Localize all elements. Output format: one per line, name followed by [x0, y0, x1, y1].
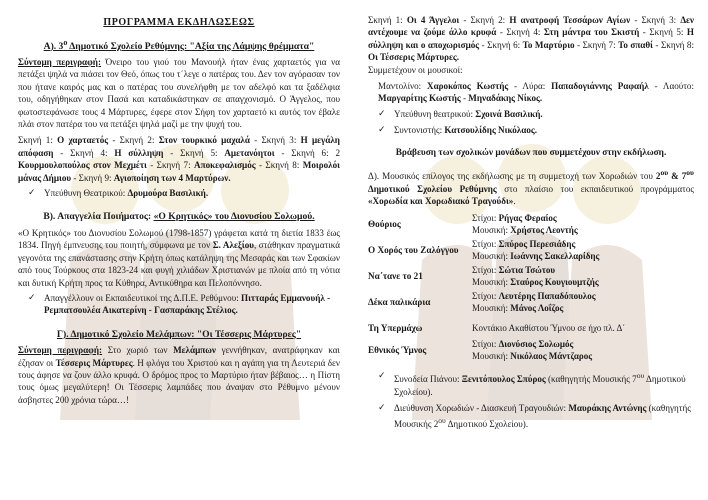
- section-a-summary: Σύντομη περιγραφή: Όνειρο του γιού του Μανουήλ ήταν ένας χαρταετός για να πετάξει ψηλά να πιάσει τον Θεό, όπως του τ΄λεγε ο πατέρας του. Δεν τον αγόρασαν τον που ήτανε καιρός μας και ο πατέρας του συνελήφθη με τον αδελφό και τα ξαδέλφια του, οδηγήθηκαν στον Πασά και καταδικάστηκαν σε απαγχονισμό. Ο Άγγελος, που φωτοστεφάνωσε τους 4 Μάρτυρες, έφερε στον Σήφη τον χαρταετό κι αυτός τον έβαλε πλάι στον πατέρα του να πετάξει ψηλά μαζί με την ψυχή του.: [18, 57, 340, 130]
- section-b-reciters: ✓ Απαγγέλλουν οι Εκπαιδευτικοί της Δ.Π.Ε. Ρεθύμνου: Πιτταράς Εμμανουήλ - Ρεμπατσουλέα Αικατερίνη - Γασπαράκης Στέλιος.: [28, 292, 331, 316]
- musicians-list: Μαντολίνο: Χαροκόπος Κωστής - Λύρα: Παπαδογιάννης Ραφαήλ - Λαούτο: Μαργαρίτης Κωστής - Μηναδάκης Νίκος.: [378, 81, 694, 104]
- checkmark-icon: ✓: [378, 125, 386, 136]
- section-a-heading: Α). $3^o$ Δημοτικό Σχολείο Ρεθύμνης: "Αξία της Λάμψης θρέμματα": [43, 37, 315, 52]
- song-row: Τη Υπερμάχω Κοντάκιο Ακαθίστου Ύμνου σε ήχο πλ. Δ΄: [368, 322, 626, 333]
- piano-accompaniment: ✓ Συνοδεία Πιάνου: Ξενιτόπουλος Σπύρος (καθηγητής Μουσικής $7^{o\upsilon}$ Δημοτικού Σχολείου).: [378, 371, 686, 397]
- checkmark-icon: ✓: [28, 292, 36, 303]
- section-c-summary: Σύντομη περιγραφή: Στο χωριό των Μελάμπων γεννήθηκαν, ανατράφηκαν και έζησαν οι Τέσσερις Μάρτυρες. Η φλόγα του Χριστού και η αγάπη για τη Λευτεριά δεν τους άφησε να ζουν άλλο κρυφά. Ο δρόμος προς το Μαρτύριο ήταν βέβαιος… η Πίστη τους όμως μεγαλύτερη! Οι Τέσσερις λαμπάδες που άναψαν στο Ρέθυμνο μένουν άσβηστες 200 χρόνια τώρα…!: [18, 345, 340, 405]
- checkmark-icon: ✓: [28, 188, 36, 199]
- song-row: Να΄τανε το 21 Στίχοι: Σώτια Τσώτου Μουσική: Σταύρος Κουγιουμτζής: [368, 265, 599, 288]
- coordinator: ✓ Συντονιστής: Κατσουλίδης Νικόλαος.: [378, 125, 537, 136]
- musicians-intro: Συμμετέχουν οι μουσικοί:: [368, 64, 463, 75]
- program-title: ΠΡΟΓΡΑΜΜΑ ΕΚΔΗΛΩΣΕΩΣ: [103, 17, 255, 28]
- checkmark-icon: ✓: [378, 371, 386, 382]
- section-b-text: «Ο Κρητικός» του Διονυσίου Σολωμού (1798-1857) γράφεται κατά τη διετία 1833 έως 1834. Πηγή έμπνευσης του ποιητή, σύμφωνα με τον Σ. Αλεξίου, στάθηκαν πραγματικά γεγονότα της επανάστασης στην Κρήτη όπως κατάληψη της Μεσαράς και των Σφακίων από τους Τούρκους στα 1823-24 και φυγή χιλιάδων Χριστιανών με πλοία από τη νότια και δυτική Κρήτη προς τα Κύθηρα, Αντικύθηρα και Πελοπόννησο.: [18, 227, 340, 288]
- awards-note: Βράβευση των σχολικών μονάδων που συμμετέχουν στην εκδήλωση.: [395, 147, 667, 158]
- section-c-heading: Γ). Δημοτικό Σχολείο Μελάμπων: "Οι Τέσσερις Μάρτυρες": [56, 328, 302, 340]
- song-row: Θούριος Στίχοι: Ρήγας Φεραίος Μουσική: Χρήστος Λεοντής: [368, 213, 578, 236]
- checkmark-icon: ✓: [378, 108, 386, 119]
- left-column: [18, 14, 340, 406]
- song-row: Εθνικός Ύμνος Στίχοι: Διονύσιος Σολωμός Μουσική: Νικόλαος Μάντζαρος: [368, 339, 592, 362]
- song-row: Δέκα παλικάρια Στίχοι: Λευτέρης Παπαδόπουλος Μουσική: Μάνος Λοΐζος: [368, 291, 596, 314]
- song-row: Ο Χορός του Ζαλόγγου Στίχοι: Σπύρος Περεσιάδης Μουσική: Ιωάννης Σακελλαρίδης: [368, 239, 600, 262]
- songs-list: [368, 211, 694, 363]
- scene: Σκηνή 1:: [18, 135, 58, 146]
- section-b-heading: Β). Απαγγελία Ποιήματος: «Ο Κρητικός» του Διονυσίου Σολωμού.: [43, 211, 315, 223]
- right-column: [368, 14, 694, 434]
- section-c-scenes: Σκηνή 1: Οι 4 Άγγελοι - Σκηνή 2: Η ανατροφή Τεσσάρων Αγίων - Σκηνή 3: Δεν αντέχουμε να ζούμε άλλο κρυφά - Σκηνή 4: Στη μάντρα του Σκιστή - Σκηνή 5: Η σύλληψη και ο αποχωρισμός - Σκηνή 6: Το Μαρτύριο - Σκηνή 7: Το σπαθί - Σκηνή 8: Οι Τέσσερις Μάρτυρες.: [368, 15, 694, 63]
- section-a-director: ✓ Υπεύθυνη Θεατρικού: Δρυμούρα Βασιλική.: [28, 188, 209, 199]
- section-a-scenes: Σκηνή 1: Ο χαρταετός - Σκηνή 2: Στον τουρκικό μαχαλά - Σκηνή 3: Η μεγάλη απόφαση - Σκηνή 4: Η σύλληψη - Σκηνή 5: Αμετανόητοι - Σκηνή 6: 2 Κουρμουλοπούλος στον Μεχμέτι - Σκηνή 7: Αποκεφαλισμός - Σκηνή 8: Μοιρολόι μάνας Δήμιου - Σκηνή 9: Αγιοποίηση των 4 Μαρτύρων.: [18, 135, 340, 183]
- choir-direction: ✓ Διεύθυνση Χορωδιών - Διασκευή Τραγουδιών: Μαυράκης Αντώνης (καθηγητής Μουσικής $2^{o\upsilon}$ Δημοτικού Σχολείου).: [378, 403, 691, 429]
- checkmark-icon: ✓: [378, 403, 386, 414]
- theatre-director: ✓ Υπεύθυνη θεατρικού: Σχοινά Βασιλική.: [378, 108, 543, 119]
- section-d-intro: Δ). Μουσικός επίλογος της εκδήλωσης με τη συμμετοχή των Χορωδιών του $2^{o\upsilon}$ & $7^{o\upsilon}$ Δημοτικού Σχολείου Ρεθύμνης στο πλαίσιο του εκπαιδευτικού προγράμματος «Χορωδία και Χορωδιακό Τραγούδι».: [368, 168, 694, 206]
